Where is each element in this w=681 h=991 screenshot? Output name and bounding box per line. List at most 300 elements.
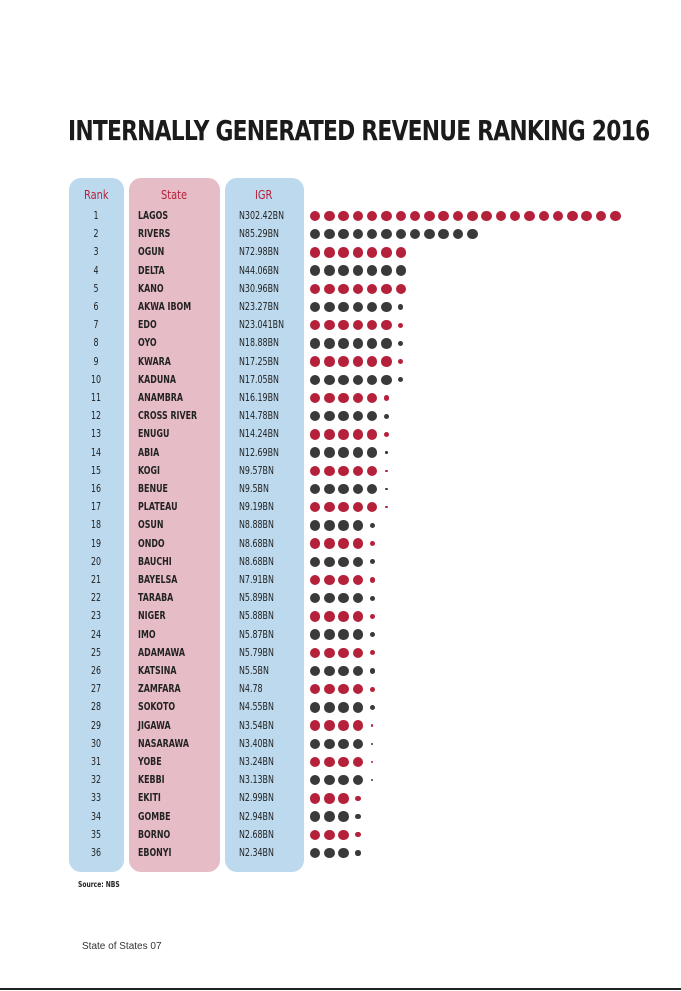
igr-dot: [367, 211, 378, 222]
state-cell: EDO: [138, 318, 157, 332]
igr-dot: [310, 320, 321, 331]
rank-cell: 8: [93, 336, 99, 350]
igr-dot: [367, 447, 378, 458]
igr-dot: [496, 211, 507, 222]
igr-dot: [396, 247, 407, 258]
igr-dot-partial: [385, 488, 388, 491]
igr-cell: N30.96BN: [239, 281, 279, 295]
state-cell: AKWA IBOM: [138, 300, 192, 313]
igr-dot: [367, 302, 378, 313]
igr-dot: [353, 338, 364, 349]
igr-dot: [367, 320, 378, 331]
igr-cell: N5.89BN: [239, 591, 274, 605]
state-cell: RIVERS: [138, 227, 171, 241]
igr-dot: [467, 211, 478, 222]
igr-cell: N16.19BN: [239, 391, 279, 404]
igr-cell: N23.041BN: [239, 318, 284, 332]
state-cell: KOGI: [138, 463, 160, 477]
state-cell: KANO: [138, 281, 164, 295]
igr-dot-partial: [370, 650, 375, 655]
igr-dot: [581, 211, 592, 222]
igr-dot: [424, 211, 435, 222]
state-cell: CROSS RIVER: [138, 409, 198, 423]
igr-cell: N8.68BN: [239, 554, 274, 568]
igr-dot: [310, 557, 321, 568]
igr-dot: [338, 338, 349, 349]
igr-dot: [567, 211, 578, 222]
rank-cell: 3: [93, 245, 99, 259]
igr-dot: [324, 593, 335, 604]
rank-cell: 2: [93, 227, 99, 241]
igr-dot: [338, 720, 349, 731]
igr-dot: [310, 684, 321, 695]
igr-dot: [310, 739, 321, 750]
igr-cell: N9.57BN: [239, 463, 274, 477]
state-cell: KWARA: [138, 354, 171, 368]
state-cell: OGUN: [138, 245, 165, 259]
igr-cell: N7.91BN: [239, 573, 274, 586]
igr-cell: N5.87BN: [239, 627, 274, 641]
state-cell: YOBE: [138, 755, 162, 768]
igr-cell: N5.79BN: [239, 645, 274, 659]
igr-cell: N3.13BN: [239, 773, 274, 787]
igr-dot: [338, 520, 349, 531]
igr-dot: [310, 629, 321, 640]
igr-dot: [353, 502, 364, 513]
igr-dot: [353, 320, 364, 331]
rank-cell: 33: [90, 791, 102, 805]
igr-dot: [324, 702, 335, 713]
igr-dot: [324, 447, 335, 458]
igr-dot: [310, 575, 321, 586]
igr-dot: [353, 411, 364, 422]
igr-dot: [353, 757, 364, 768]
igr-cell: N12.69BN: [239, 445, 279, 459]
state-cell: PLATEAU: [138, 500, 178, 514]
igr-dot: [324, 575, 335, 586]
igr-dot: [367, 466, 378, 477]
igr-dot: [381, 356, 392, 367]
igr-dot: [381, 375, 392, 386]
igr-dot: [367, 429, 378, 440]
igr-dot: [324, 247, 335, 258]
igr-dot: [381, 320, 392, 331]
rank-cell: 31: [90, 755, 102, 768]
igr-dot: [324, 338, 335, 349]
igr-dot: [338, 648, 349, 659]
rank-cell: 34: [90, 809, 102, 823]
source-note: Source: NBS: [78, 880, 120, 889]
igr-dot: [381, 229, 392, 240]
igr-dot: [338, 830, 349, 841]
rank-cell: 7: [93, 318, 99, 332]
igr-dot: [338, 538, 349, 549]
igr-dot: [424, 229, 435, 240]
igr-dot: [310, 211, 321, 222]
igr-dot: [324, 520, 335, 531]
igr-dot: [438, 211, 449, 222]
igr-dot: [539, 211, 550, 222]
rank-cell: 35: [90, 827, 102, 841]
igr-dot: [381, 338, 392, 349]
igr-dot: [353, 775, 364, 786]
igr-dot-partial: [398, 304, 403, 309]
chart-title: INTERNALLY GENERATED REVENUE RANKING 2016: [68, 114, 650, 147]
igr-dot: [310, 411, 321, 422]
igr-dot: [396, 211, 407, 222]
igr-cell: N85.29BN: [239, 227, 279, 241]
page-number: 07: [150, 941, 162, 952]
igr-dot: [338, 356, 349, 367]
igr-cell: N2.94BN: [239, 809, 274, 823]
state-cell: BAYELSA: [138, 573, 178, 586]
igr-dot: [324, 302, 335, 313]
igr-dot: [353, 666, 364, 677]
state-cell: SOKOTO: [138, 700, 176, 714]
igr-dot-partial: [385, 470, 388, 473]
igr-dot: [353, 484, 364, 495]
igr-dot: [324, 411, 335, 422]
igr-dot-partial: [355, 796, 360, 801]
state-cell: KADUNA: [138, 372, 177, 386]
igr-dot: [353, 702, 364, 713]
igr-cell: N5.88BN: [239, 609, 274, 623]
state-cell: EBONYI: [138, 846, 172, 859]
igr-dot: [324, 429, 335, 440]
igr-dot: [338, 593, 349, 604]
igr-cell: N3.54BN: [239, 718, 274, 732]
igr-dot: [310, 338, 321, 349]
rank-cell: 18: [90, 518, 102, 532]
igr-cell: N5.5BN: [239, 664, 269, 677]
igr-dot: [310, 593, 321, 604]
igr-dot: [367, 265, 378, 276]
igr-dot: [338, 247, 349, 258]
igr-dot: [396, 265, 407, 276]
state-cell: ENUGU: [138, 427, 170, 441]
igr-dot: [324, 720, 335, 731]
igr-dot: [338, 793, 349, 804]
igr-cell: N9.5BN: [239, 482, 269, 495]
igr-dot: [324, 393, 335, 404]
igr-dot: [324, 848, 335, 859]
igr-dot: [510, 211, 521, 222]
igr-dot-partial: [370, 705, 375, 710]
igr-dot: [324, 629, 335, 640]
state-cell: EKITI: [138, 791, 161, 805]
igr-dot: [353, 265, 364, 276]
page-footer: [82, 941, 162, 952]
igr-dot: [324, 484, 335, 495]
igr-dot: [324, 320, 335, 331]
igr-dot: [367, 375, 378, 386]
igr-dot-partial: [370, 577, 375, 582]
state-cell: NASARAWA: [138, 736, 189, 750]
igr-dot: [367, 338, 378, 349]
state-cell: KEBBI: [138, 773, 165, 787]
igr-dot: [467, 229, 478, 240]
igr-dot: [381, 265, 392, 276]
igr-dot-partial: [384, 395, 389, 400]
igr-dot: [310, 302, 321, 313]
igr-dot: [310, 393, 321, 404]
igr-dot: [353, 466, 364, 477]
igr-cell: N2.99BN: [239, 791, 274, 805]
state-cell: TARABA: [138, 591, 174, 605]
igr-dot: [324, 793, 335, 804]
igr-dot: [324, 775, 335, 786]
igr-dot: [310, 538, 321, 549]
igr-dot: [310, 229, 321, 240]
igr-cell: N14.78BN: [239, 409, 279, 423]
igr-header: IGR: [255, 188, 273, 202]
igr-dot-partial: [384, 414, 389, 419]
rank-cell: 11: [90, 391, 102, 404]
rank-cell: 17: [90, 500, 102, 514]
igr-dot: [353, 429, 364, 440]
igr-cell: N72.98BN: [239, 245, 279, 259]
igr-dot: [338, 739, 349, 750]
igr-dot: [367, 247, 378, 258]
rank-cell: 6: [93, 300, 99, 313]
igr-dot: [324, 265, 335, 276]
igr-dot: [381, 211, 392, 222]
igr-dot: [353, 557, 364, 568]
igr-dot: [324, 211, 335, 222]
igr-dot: [353, 520, 364, 531]
igr-cell: N14.24BN: [239, 427, 279, 441]
igr-dot: [338, 848, 349, 859]
igr-dot-partial: [371, 779, 374, 782]
igr-cell: N8.88BN: [239, 518, 274, 532]
igr-cell: N23.27BN: [239, 300, 279, 313]
igr-dot: [338, 302, 349, 313]
igr-dot: [353, 393, 364, 404]
igr-dot: [353, 302, 364, 313]
igr-cell: N9.19BN: [239, 500, 274, 514]
igr-dot: [353, 284, 364, 295]
igr-dot: [353, 593, 364, 604]
igr-dot: [310, 757, 321, 768]
rank-cell: 36: [90, 846, 102, 859]
igr-dot-partial: [370, 523, 375, 528]
rank-cell: 5: [93, 281, 99, 295]
rank-cell: 24: [90, 627, 102, 641]
igr-dot: [338, 757, 349, 768]
igr-dot: [310, 265, 321, 276]
state-cell: OSUN: [138, 518, 164, 532]
igr-dot: [310, 520, 321, 531]
igr-dot: [353, 447, 364, 458]
igr-dot-partial: [371, 724, 374, 727]
igr-dot: [610, 211, 621, 222]
state-cell: LAGOS: [138, 209, 169, 222]
igr-dot: [324, 739, 335, 750]
igr-dot: [338, 229, 349, 240]
igr-dot: [310, 720, 321, 731]
rank-cell: 20: [90, 554, 102, 568]
rank-header: Rank: [84, 188, 109, 202]
igr-dot-partial: [370, 559, 375, 564]
igr-dot: [310, 848, 321, 859]
igr-cell: N4.78: [239, 682, 263, 696]
igr-dot: [367, 502, 378, 513]
rank-cell: 1: [93, 209, 99, 222]
igr-dot: [310, 793, 321, 804]
igr-dot-partial: [398, 377, 403, 382]
igr-dot: [553, 211, 564, 222]
igr-dot-partial: [384, 432, 389, 437]
igr-dot: [310, 484, 321, 495]
igr-dot: [310, 375, 321, 386]
igr-dot: [381, 247, 392, 258]
igr-dot-partial: [370, 596, 375, 601]
rank-cell: 27: [90, 682, 102, 696]
igr-dot: [324, 356, 335, 367]
igr-dot: [353, 684, 364, 695]
igr-cell: N18.88BN: [239, 336, 279, 350]
rank-cell: 14: [90, 445, 102, 459]
igr-dot: [396, 229, 407, 240]
igr-dot: [310, 666, 321, 677]
igr-cell: N4.55BN: [239, 700, 274, 714]
state-cell: IMO: [138, 627, 156, 641]
igr-dot: [310, 466, 321, 477]
igr-dot: [353, 739, 364, 750]
igr-dot: [396, 284, 407, 295]
igr-dot: [367, 484, 378, 495]
igr-dot: [338, 393, 349, 404]
igr-dot: [353, 538, 364, 549]
igr-dot: [338, 666, 349, 677]
igr-dot: [338, 557, 349, 568]
rank-cell: 21: [90, 573, 102, 586]
igr-dot-partial: [398, 341, 403, 346]
igr-dot: [310, 811, 321, 822]
rank-cell: 26: [90, 664, 102, 677]
igr-dot-partial: [355, 850, 360, 855]
state-cell: GOMBE: [138, 809, 171, 823]
rank-cell: 9: [93, 354, 99, 368]
state-cell: ADAMAWA: [138, 645, 186, 659]
state-cell: JIGAWA: [138, 718, 171, 732]
igr-dot: [338, 466, 349, 477]
state-cell: NIGER: [138, 609, 166, 623]
igr-dot: [324, 502, 335, 513]
igr-dot: [338, 484, 349, 495]
igr-dot: [338, 684, 349, 695]
igr-dot: [338, 284, 349, 295]
igr-dot-partial: [398, 323, 403, 328]
rank-cell: 28: [90, 700, 102, 714]
igr-cell: N2.34BN: [239, 846, 274, 859]
igr-dot: [338, 411, 349, 422]
igr-cell: N2.68BN: [239, 827, 274, 841]
state-cell: DELTA: [138, 263, 165, 277]
igr-cell: N3.40BN: [239, 736, 274, 750]
igr-dot-partial: [385, 451, 388, 454]
igr-dot: [381, 284, 392, 295]
rank-cell: 32: [90, 773, 102, 787]
igr-dot-partial: [355, 814, 360, 819]
igr-dot: [381, 302, 392, 313]
igr-dot: [338, 702, 349, 713]
igr-dot: [310, 648, 321, 659]
igr-dot: [324, 229, 335, 240]
bottom-rule: [0, 988, 681, 990]
igr-dot: [324, 666, 335, 677]
igr-dot: [353, 356, 364, 367]
igr-dot-partial: [371, 743, 374, 746]
igr-cell: N8.68BN: [239, 536, 274, 550]
igr-cell: N17.05BN: [239, 372, 279, 386]
igr-dot: [310, 247, 321, 258]
rank-cell: 19: [90, 536, 102, 550]
igr-dot: [353, 247, 364, 258]
igr-dot: [338, 211, 349, 222]
igr-dot: [438, 229, 449, 240]
rank-cell: 30: [90, 736, 102, 750]
igr-dot: [338, 811, 349, 822]
igr-dot: [324, 648, 335, 659]
igr-dot: [353, 575, 364, 586]
igr-dot: [410, 211, 421, 222]
rank-cell: 25: [90, 645, 102, 659]
igr-dot: [596, 211, 607, 222]
igr-dot: [481, 211, 492, 222]
igr-dot: [353, 629, 364, 640]
igr-dot: [310, 830, 321, 841]
igr-dot: [353, 648, 364, 659]
state-cell: BORNO: [138, 827, 171, 841]
rank-cell: 23: [90, 609, 102, 623]
igr-dot: [353, 211, 364, 222]
rank-cell: 22: [90, 591, 102, 605]
igr-dot: [338, 629, 349, 640]
igr-dot: [410, 229, 421, 240]
igr-dot: [310, 611, 321, 622]
state-cell: ABIA: [138, 445, 160, 459]
igr-cell: N302.42BN: [239, 209, 284, 222]
rank-cell: 10: [90, 372, 102, 386]
igr-dot-partial: [371, 761, 374, 764]
igr-dot-partial: [370, 632, 375, 637]
igr-dot: [324, 538, 335, 549]
igr-dot: [310, 356, 321, 367]
state-cell: OYO: [138, 336, 157, 350]
igr-dot-partial: [385, 506, 388, 509]
igr-dot: [353, 611, 364, 622]
state-header: State: [161, 188, 188, 202]
igr-dot: [453, 229, 464, 240]
igr-dot: [338, 375, 349, 386]
igr-dot: [324, 811, 335, 822]
igr-cell: N3.24BN: [239, 755, 274, 768]
rank-cell: 15: [90, 463, 102, 477]
igr-dot-partial: [370, 687, 375, 692]
igr-cell: N17.25BN: [239, 354, 279, 368]
rank-cell: 29: [90, 718, 102, 732]
rank-cell: 16: [90, 482, 102, 495]
igr-dot: [310, 702, 321, 713]
igr-dot: [324, 830, 335, 841]
igr-dot: [367, 284, 378, 295]
igr-dot: [324, 757, 335, 768]
igr-dot: [324, 611, 335, 622]
igr-dot: [338, 320, 349, 331]
rank-cell: 12: [90, 409, 102, 423]
igr-dot-partial: [370, 668, 375, 673]
